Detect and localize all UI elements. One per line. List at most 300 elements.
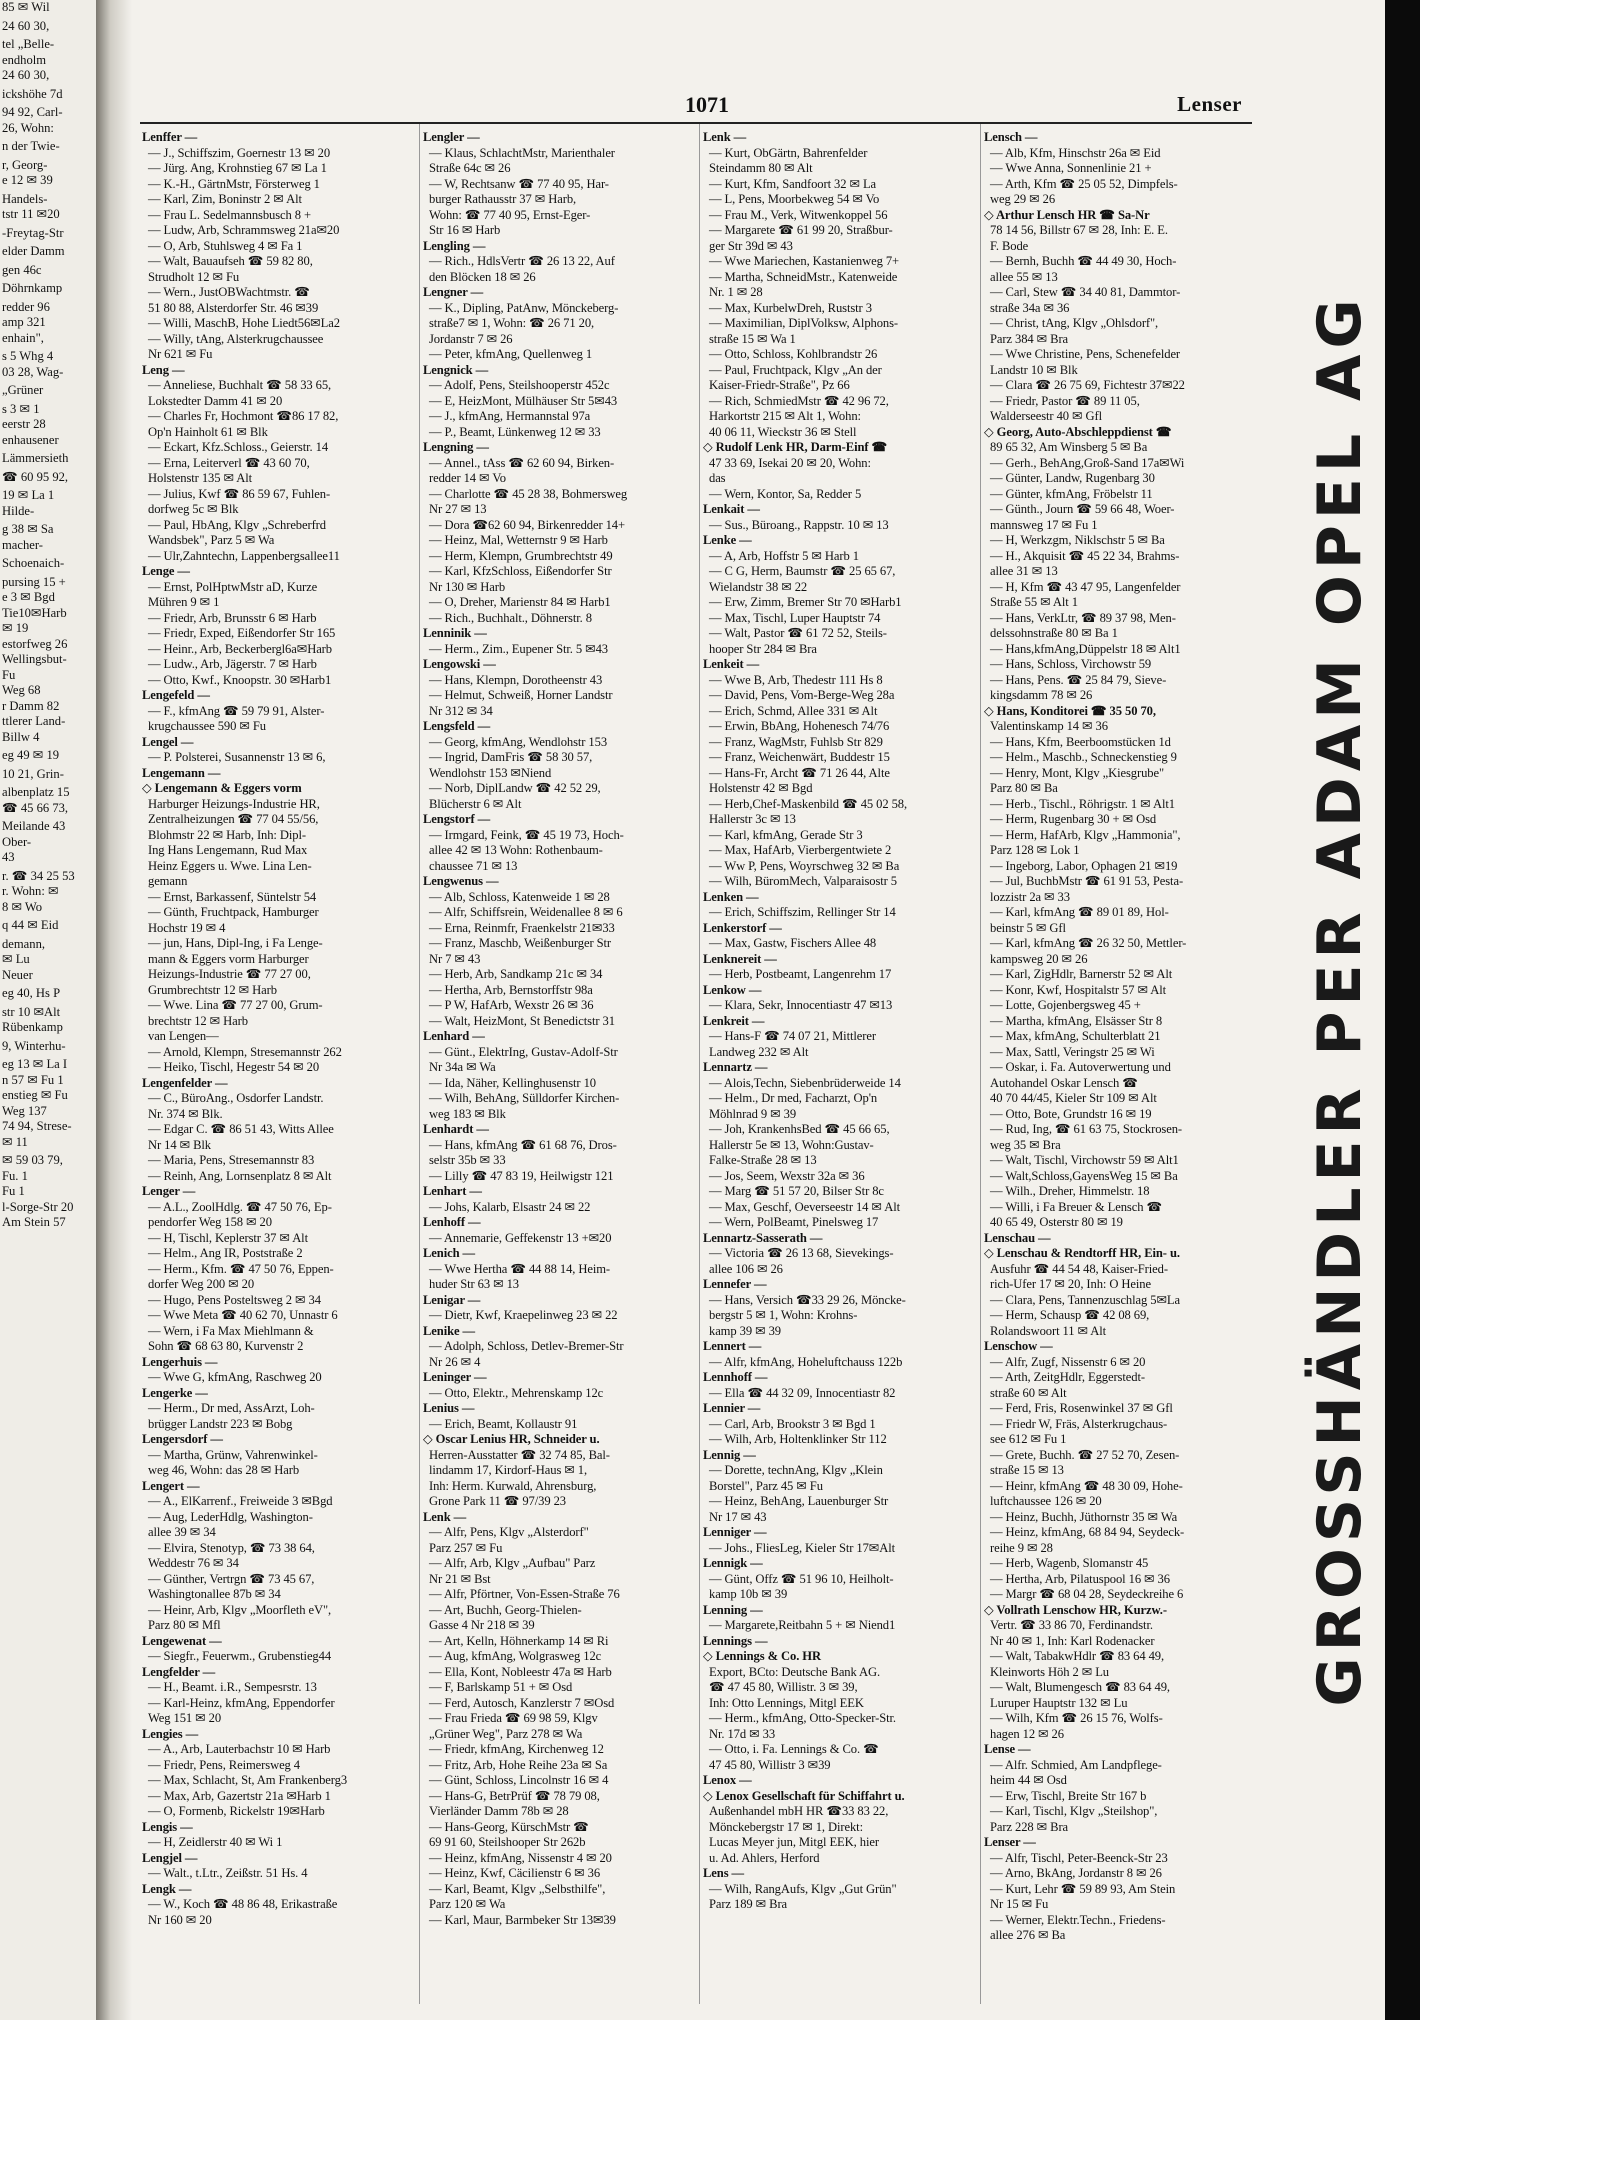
directory-line: Kleinworts Höh 2 ✉ Lu bbox=[990, 1664, 1109, 1679]
directory-line: — Herb, Arb, Sandkamp 21c ✉ 34 bbox=[429, 967, 603, 981]
directory-line: krugchaussee 590 ✉ Fu bbox=[148, 719, 266, 733]
directory-line: beinstr 5 ✉ Gfl bbox=[990, 920, 1066, 935]
directory-line: — Adolph, Schloss, Detlev-Bremer-Str bbox=[429, 1339, 624, 1353]
directory-line: — Wwe Meta ☎ 40 62 70, Unnastr 6 bbox=[148, 1308, 338, 1322]
directory-line: Lenhoff — bbox=[423, 1215, 481, 1229]
directory-line: — Willy, tAng, Alsterkrugchaussee bbox=[148, 331, 324, 346]
directory-line: — Ingeborg, Labor, Ophagen 21 ✉19 bbox=[990, 858, 1178, 873]
facing-page-fragment: pursing 15 + bbox=[2, 574, 66, 589]
directory-line: — Alois,Techn, Siebenbrüderweide 14 bbox=[709, 1075, 901, 1090]
directory-line: — Irmgard, Feink, ☎ 45 19 73, Hoch- bbox=[429, 827, 624, 842]
directory-line: Wandsbek", Parz 5 ✉ Wa bbox=[148, 533, 275, 547]
facing-page-fragment: g 38 ✉ Sa bbox=[2, 522, 54, 536]
directory-line: — Rich., HdlsVertr ☎ 26 13 22, Auf bbox=[429, 254, 615, 268]
directory-column-3 bbox=[703, 130, 971, 2010]
directory-line: den Blöcken 18 ✉ 26 bbox=[429, 269, 536, 284]
facing-page-fragment: l-Sorge-Str 20 bbox=[2, 1199, 74, 1214]
directory-line: chaussee 71 ✉ 13 bbox=[429, 858, 518, 873]
directory-line: 89 65 32, Am Winsberg 5 ✉ Ba bbox=[990, 440, 1148, 454]
directory-line: Op'n Hainholt 61 ✉ Blk bbox=[148, 424, 268, 439]
directory-line: Lengnick — bbox=[423, 362, 489, 377]
directory-line: Lengjel — bbox=[142, 1850, 198, 1865]
directory-line: ◇ Oscar Lenius HR, Schneider u. bbox=[423, 1432, 600, 1446]
directory-line: — Max, kfmAng, Schulterblatt 21 bbox=[990, 1029, 1161, 1043]
directory-line: Nr 26 ✉ 4 bbox=[429, 1354, 481, 1369]
directory-line: Lenffer — bbox=[142, 130, 198, 144]
directory-line: Lengemann — bbox=[142, 765, 221, 780]
directory-line: Borstel", Parz 45 ✉ Fu bbox=[709, 1478, 823, 1493]
directory-line: hagen 12 ✉ 26 bbox=[990, 1726, 1064, 1741]
directory-line: Nr. 374 ✉ Blk. bbox=[148, 1106, 223, 1121]
facing-page-fragment: n der Twie- bbox=[2, 139, 60, 153]
directory-line: Vierländer Damm 78b ✉ 28 bbox=[429, 1804, 569, 1818]
directory-line: — Christ, tAng, Klgv „Ohlsdorf", bbox=[990, 316, 1159, 330]
directory-line: Parz 384 ✉ Bra bbox=[990, 331, 1069, 346]
directory-line: Lennartz-Sasserath — bbox=[703, 1230, 823, 1245]
directory-line: — Konr, Kwf, Hospitalstr 57 ✉ Alt bbox=[990, 982, 1167, 997]
directory-line: — Hans-Fr, Archt ☎ 71 26 44, Alte bbox=[709, 765, 890, 780]
directory-line: — Klaus, SchlachtMstr, Marienthaler bbox=[429, 145, 615, 160]
directory-line: Zentralheizungen ☎ 77 04 55/56, bbox=[148, 812, 319, 826]
directory-line: — Rich., Buchhalt., Döhnerstr. 8 bbox=[429, 610, 592, 625]
column-divider bbox=[419, 124, 420, 2004]
directory-line: — Marg ☎ 51 57 20, Bilser Str 8c bbox=[709, 1184, 884, 1198]
directory-line: ◇ Lennings & Co. HR bbox=[703, 1649, 821, 1663]
directory-line: — Heinz, Buchh, Jüthornstr 35 ✉ Wa bbox=[990, 1509, 1178, 1524]
directory-line: — H., Beamt. i.R., Sempesrstr. 13 bbox=[148, 1680, 317, 1694]
directory-line: — C G, Herm, Baumstr ☎ 25 65 67, bbox=[709, 564, 896, 578]
directory-line: — Willi, MaschB, Hohe Liedt56✉La2 bbox=[148, 316, 340, 330]
directory-line: — Charles Fr, Hochmont ☎86 17 82, bbox=[148, 409, 339, 423]
directory-line: ger Str 39d ✉ 43 bbox=[709, 238, 793, 253]
directory-line: — H, Werkzgm, Niklschstr 5 ✉ Ba bbox=[990, 533, 1165, 547]
facing-page-fragment: 85 ✉ Wil bbox=[2, 0, 50, 14]
directory-line: Autohandel Oskar Lensch ☎ bbox=[990, 1075, 1138, 1090]
directory-line: — Alfr, kfmAng, Hoheluftchauss 122b bbox=[709, 1354, 903, 1369]
directory-line: kamp 10b ✉ 39 bbox=[709, 1587, 788, 1601]
directory-line: Lengerke — bbox=[142, 1385, 208, 1400]
directory-line: — Arth, ZeitgHdlr, Eggerstedt- bbox=[990, 1370, 1145, 1384]
directory-line: — Helm., Maschb., Schneckenstieg 9 bbox=[990, 750, 1177, 764]
directory-line: — Walt, Pastor ☎ 61 72 52, Steils- bbox=[709, 626, 887, 640]
directory-line: Möhlnrad 9 ✉ 39 bbox=[709, 1106, 797, 1121]
facing-page-fragment: Billw 4 bbox=[2, 729, 40, 744]
facing-page-fragment: Wellingsbut- bbox=[2, 652, 67, 666]
facing-page-fragment: 43 bbox=[2, 850, 15, 864]
directory-line: straße7 ✉ 1, Wohn: ☎ 26 71 20, bbox=[429, 316, 595, 330]
facing-page-fragment: ickshöhe 7d bbox=[2, 86, 63, 101]
directory-line: — Heinz, Kwf, Cäcilienstr 6 ✉ 36 bbox=[429, 1866, 601, 1880]
directory-line: — J., Schiffszim, Goernestr 13 ✉ 20 bbox=[148, 145, 331, 160]
column-divider bbox=[980, 124, 981, 2004]
directory-line: allee 39 ✉ 34 bbox=[148, 1525, 216, 1539]
facing-page-fragment: macher- bbox=[2, 537, 43, 552]
directory-line: — Max, HafArb, Vierbergentwiete 2 bbox=[709, 843, 892, 857]
directory-line: Herren-Ausstatter ☎ 32 74 85, Bal- bbox=[429, 1447, 610, 1462]
facing-page-fragment: endholm bbox=[2, 52, 47, 67]
directory-line: ◇ Rudolf Lenk HR, Darm-Einf ☎ bbox=[703, 440, 888, 454]
directory-line: Lenger — bbox=[142, 1184, 196, 1198]
directory-column-4 bbox=[984, 130, 1252, 2010]
facing-page-fragment: Lämmersieth bbox=[2, 451, 69, 465]
directory-line: — Annel., tAss ☎ 62 60 94, Birken- bbox=[429, 455, 615, 470]
directory-line: Lense — bbox=[984, 1742, 1031, 1756]
directory-line: — Walt, Bauaufseh ☎ 59 82 80, bbox=[148, 254, 313, 268]
directory-line: Lenge — bbox=[142, 564, 190, 578]
directory-line: — Hans-Georg, KürschMstr ☎ bbox=[429, 1819, 589, 1834]
directory-line: straße 34a ✉ 36 bbox=[990, 300, 1070, 315]
directory-line: Lenhardt — bbox=[423, 1122, 489, 1136]
directory-line: — Peter, kfmAng, Quellenweg 1 bbox=[429, 347, 593, 361]
directory-line: — Ernst, Barkassenf, Süntelstr 54 bbox=[148, 889, 317, 904]
facing-page-fragment: estorfweg 26 bbox=[2, 636, 68, 651]
directory-line: — Kurt, Kfm, Sandfoort 32 ✉ La bbox=[709, 176, 877, 191]
directory-line: — Franz, WagMstr, Fuhlsb Str 829 bbox=[709, 734, 883, 749]
directory-line: — Jos, Seem, Wexstr 32a ✉ 36 bbox=[709, 1168, 865, 1183]
directory-line: — Karl, Tischl, Klgv „Steilshop", bbox=[990, 1804, 1158, 1818]
directory-line: Heinz Eggers u. Wwe. Lina Len- bbox=[148, 858, 312, 873]
facing-page-fragment: Fu 1 bbox=[2, 1184, 25, 1198]
directory-line: — Karl, KfzSchloss, Eißendorfer Str bbox=[429, 564, 612, 578]
directory-line: — Margarete,Reitbahn 5 + ✉ Niend1 bbox=[709, 1618, 896, 1632]
directory-line: Lennert — bbox=[703, 1339, 762, 1353]
directory-line: — Herm., Zim., Eupener Str. 5 ✉43 bbox=[429, 641, 608, 656]
directory-line: Lenkeit — bbox=[703, 657, 760, 671]
directory-line: — Helm., Dr med, Facharzt, Op'n bbox=[709, 1091, 878, 1105]
directory-line: — Wern, PolBeamt, Pinelsweg 17 bbox=[709, 1215, 879, 1229]
directory-line: — Karl, kfmAng ☎ 26 32 50, Mettler- bbox=[990, 936, 1187, 950]
directory-line: van Lengen— bbox=[148, 1029, 219, 1043]
directory-line: — Hugo, Pens Posteltsweg 2 ✉ 34 bbox=[148, 1292, 321, 1307]
directory-line: — O, Arb, Stuhlsweg 4 ✉ Fa 1 bbox=[148, 238, 303, 253]
directory-line: Weg 151 ✉ 20 bbox=[148, 1711, 222, 1725]
directory-line: rich-Ufer 17 ✉ 20, Inh: O Heine bbox=[990, 1277, 1151, 1291]
directory-line: — Adolf, Pens, Steilshooperstr 452c bbox=[429, 378, 610, 392]
directory-line: Lenkow — bbox=[703, 982, 762, 997]
directory-line: ◇ Arthur Lensch HR ☎ Sa-Nr bbox=[984, 207, 1150, 222]
directory-line: — Wwe Anna, Sonnenlinie 21 + bbox=[990, 161, 1152, 175]
directory-line: Lenkait — bbox=[703, 502, 760, 516]
facing-page-fragment: eerstr 28 bbox=[2, 417, 46, 431]
directory-line: — Friedr, Arb, Brunsstr 6 ✉ Harb bbox=[148, 610, 317, 625]
directory-line: 40 06 11, Wieckstr 36 ✉ Stell bbox=[709, 424, 857, 439]
directory-line: 78 14 56, Billstr 67 ✉ 28, Inh: E. E. bbox=[990, 223, 1168, 237]
directory-line: — W, Rechtsanw ☎ 77 40 95, Har- bbox=[429, 176, 609, 191]
directory-line: — Jul, BuchbMstr ☎ 61 91 53, Pesta- bbox=[990, 874, 1184, 888]
directory-line: kingsdamm 78 ✉ 26 bbox=[990, 688, 1093, 702]
directory-line: 40 65 49, Osterstr 80 ✉ 19 bbox=[990, 1215, 1123, 1229]
directory-line: — Max, Tischl, Luper Hauptstr 74 bbox=[709, 610, 881, 625]
directory-line: ◇ Georg, Auto-Abschleppdienst ☎ bbox=[984, 424, 1172, 439]
facing-page-fragment: eg 40, Hs P bbox=[2, 986, 61, 1000]
directory-line: Falke-Straße 28 ✉ 13 bbox=[709, 1153, 817, 1167]
directory-line: weg 183 ✉ Blk bbox=[429, 1106, 506, 1121]
directory-line: — Margr ☎ 68 04 28, Seydeckreihe 6 bbox=[990, 1587, 1184, 1601]
directory-line: — Gerh., BehAng,Groß-Sand 17a✉Wi bbox=[990, 455, 1185, 470]
directory-line: — Günter, kfmAng, Fröbelstr 11 bbox=[990, 486, 1153, 501]
scan-margin bbox=[1420, 0, 1600, 2020]
directory-line: Lenser — bbox=[984, 1835, 1036, 1849]
directory-line: — Max, Schlacht, St, Am Frankenberg3 bbox=[148, 1773, 348, 1787]
directory-line: Valentinskamp 14 ✉ 36 bbox=[990, 719, 1108, 733]
directory-line: Nr 34a ✉ Wa bbox=[429, 1060, 496, 1074]
facing-page-fragment: 26, Wohn: bbox=[2, 120, 54, 135]
directory-line: — Victoria ☎ 26 13 68, Sievekings- bbox=[709, 1246, 894, 1260]
directory-line: — Wilh, RangAufs, Klgv „Gut Grün" bbox=[709, 1881, 897, 1896]
facing-page-fragment: q 44 ✉ Eid bbox=[2, 918, 59, 932]
directory-line: — Friedr, kfmAng, Kirchenweg 12 bbox=[429, 1742, 604, 1756]
directory-line: straße 60 ✉ Alt bbox=[990, 1385, 1067, 1400]
directory-line: Lensch — bbox=[984, 130, 1038, 144]
directory-line: — Herm., Kfm. ☎ 47 50 76, Eppen- bbox=[148, 1261, 334, 1276]
directory-line: — Max, Gastw, Fischers Allee 48 bbox=[709, 936, 877, 950]
directory-line: — Aug, LederHdlg, Washington- bbox=[148, 1509, 313, 1524]
directory-line: — Alb, Schloss, Katenweide 1 ✉ 28 bbox=[429, 889, 610, 904]
directory-line: Ausfuhr ☎ 44 54 48, Kaiser-Fried- bbox=[990, 1261, 1168, 1276]
directory-line: Parz 228 ✉ Bra bbox=[990, 1819, 1069, 1834]
directory-line: Lengfelder — bbox=[142, 1664, 216, 1679]
directory-line: allee 42 ✉ 13 Wohn: Rothenbaum- bbox=[429, 843, 603, 857]
directory-line: — Paul, HbAng, Klgv „Schreberfrd bbox=[148, 517, 326, 532]
directory-line: Lengefeld — bbox=[142, 688, 210, 702]
facing-page-fragment: 19 ✉ La 1 bbox=[2, 488, 55, 502]
directory-line: — E, HeizMont, Mülhäuser Str 5✉43 bbox=[429, 393, 618, 408]
directory-line: Lenk — bbox=[423, 1509, 467, 1524]
directory-line: Lennefer — bbox=[703, 1277, 767, 1291]
directory-line: Lokstedter Damm 41 ✉ 20 bbox=[148, 393, 283, 408]
directory-line: Lenning — bbox=[703, 1602, 763, 1617]
facing-page-fragment: str 10 ✉Alt bbox=[2, 1004, 61, 1019]
directory-line: straße 15 ✉ 13 bbox=[990, 1463, 1064, 1477]
directory-line: Hochstr 19 ✉ 4 bbox=[148, 920, 226, 935]
directory-line: — Heinr, Arb, Klgv „Moorfleth eV", bbox=[148, 1602, 332, 1617]
directory-line: — Arth, Kfm ☎ 25 05 52, Dimpfels- bbox=[990, 176, 1178, 191]
directory-line: — A.L., ZoolHdlg. ☎ 47 50 76, Ep- bbox=[148, 1199, 332, 1214]
directory-line: — Kurt, Lehr ☎ 59 89 93, Am Stein bbox=[990, 1881, 1176, 1896]
directory-line: Grumbrechtstr 12 ✉ Harb bbox=[148, 982, 277, 997]
directory-line: u. Ad. Ahlers, Herford bbox=[709, 1850, 820, 1865]
directory-line: — Herm., Dr med, AssArzt, Loh- bbox=[148, 1401, 315, 1415]
directory-line: — Hans-G, BetrPrüf ☎ 78 79 08, bbox=[429, 1788, 600, 1803]
directory-line: — Helm., Ang IR, Poststraße 2 bbox=[148, 1246, 303, 1260]
directory-line: — Clara, Pens, Tannenzuschlag 5✉La bbox=[990, 1292, 1180, 1307]
directory-line: — Hans, Schloss, Virchowstr 59 bbox=[990, 657, 1152, 671]
directory-line: — Art, Kelln, Höhnerkamp 14 ✉ Ri bbox=[429, 1633, 609, 1648]
directory-line: brechtstr 12 ✉ Harb bbox=[148, 1013, 248, 1028]
facing-page-fragment: s 5 Whg 4 bbox=[2, 349, 54, 363]
directory-line: — Wilh, BüromMech, Valparaisostr 5 bbox=[709, 874, 898, 888]
directory-line: — P W, HafArb, Wexstr 26 ✉ 36 bbox=[429, 998, 594, 1012]
directory-line: — Arnold, Klempn, Stresemannstr 262 bbox=[148, 1044, 342, 1059]
directory-line: Lengsfeld — bbox=[423, 719, 491, 733]
directory-line: — Wern, i Fa Max Miehlmann & bbox=[148, 1323, 314, 1338]
facing-page-fragment: amp 321 bbox=[2, 315, 46, 329]
facing-page-fragment: e 12 ✉ 39 bbox=[2, 173, 53, 187]
directory-line: ☎ 47 45 80, Willistr. 3 ✉ 39, bbox=[709, 1680, 858, 1694]
facing-page-fragment: albenplatz 15 bbox=[2, 785, 70, 799]
directory-line: — Heiko, Tischl, Hegestr 54 ✉ 20 bbox=[148, 1060, 320, 1074]
directory-line: Lenhard — bbox=[423, 1029, 485, 1043]
directory-line: — Herb, Postbeamt, Langenrehm 17 bbox=[709, 967, 892, 981]
directory-line: Kaiser-Friedr-Straße", Pz 66 bbox=[709, 378, 850, 392]
directory-line: — Otto, Elektr., Mehrenskamp 12c bbox=[429, 1385, 604, 1400]
directory-line: ◇ Lenox Gesellschaft für Schiffahrt u. bbox=[703, 1788, 905, 1803]
facing-page-fragment: ✉ 59 03 79, bbox=[2, 1153, 63, 1167]
directory-line: — Heinz, kfmAng, Nissenstr 4 ✉ 20 bbox=[429, 1850, 612, 1865]
directory-line: lozzistr 2a ✉ 33 bbox=[990, 889, 1070, 904]
directory-line: — Maria, Pens, Stresemannstr 83 bbox=[148, 1153, 315, 1167]
facing-page-fragment: e 3 ✉ Bgd bbox=[2, 590, 55, 604]
directory-line: Nr 312 ✉ 34 bbox=[429, 703, 493, 718]
directory-line: — Wwe G, kfmAng, Raschweg 20 bbox=[148, 1370, 322, 1384]
directory-line: — Edgar C. ☎ 86 51 43, Witts Allee bbox=[148, 1122, 334, 1136]
directory-line: — Eckart, Kfz.Schloss., Geierstr. 14 bbox=[148, 440, 329, 454]
directory-line: — F., kfmAng ☎ 59 79 91, Alster- bbox=[148, 703, 325, 718]
directory-line: — Herm, Rugenbarg 30 + ✉ Osd bbox=[990, 812, 1157, 826]
directory-line: Parz 120 ✉ Wa bbox=[429, 1897, 506, 1911]
facing-page-fragment: tel „Belle- bbox=[2, 37, 55, 51]
directory-line: — Günth., Journ ☎ 59 66 48, Woer- bbox=[990, 502, 1175, 516]
directory-column-2 bbox=[423, 130, 691, 2010]
directory-line: — Franz, Maschb, Weißenburger Str bbox=[429, 936, 611, 950]
directory-line: Weddestr 76 ✉ 34 bbox=[148, 1556, 239, 1570]
directory-line: — Hertha, Arb, Bernstorffstr 98a bbox=[429, 982, 593, 997]
directory-line: Straße 55 ✉ Alt 1 bbox=[990, 595, 1078, 609]
directory-line: — Alfr, Pens, Klgv „Alsterdorf" bbox=[429, 1525, 589, 1539]
directory-line: — Wwe. Lina ☎ 77 27 00, Grum- bbox=[148, 998, 323, 1012]
directory-line: Außenhandel mbH HR ☎33 83 22, bbox=[709, 1804, 889, 1818]
directory-line: — Wwe Christine, Pens, Schenefelder bbox=[990, 347, 1181, 361]
directory-line: delssohnstraße 80 ✉ Ba 1 bbox=[990, 626, 1118, 640]
facing-page-strip bbox=[0, 0, 96, 2020]
directory-line: — David, Pens, Vom-Berge-Weg 28a bbox=[709, 688, 895, 702]
directory-line: gemann bbox=[148, 874, 188, 888]
directory-line: — P., Beamt, Lünkenweg 12 ✉ 33 bbox=[429, 424, 601, 439]
advertisement-text: GROSSHÄNDLER PER ADAM OPEL AG bbox=[1305, 293, 1375, 1707]
directory-line: Export, BCto: Deutsche Bank AG. bbox=[709, 1664, 881, 1679]
directory-line: — H, Tischl, Keplerstr 37 ✉ Alt bbox=[148, 1230, 308, 1245]
directory-line: — Alfr. Schmied, Am Landpflege- bbox=[990, 1757, 1162, 1772]
directory-line: Nr 15 ✉ Fu bbox=[990, 1897, 1049, 1911]
directory-line: — Max, Sattl, Veringstr 25 ✉ Wi bbox=[990, 1044, 1155, 1059]
directory-line: — Ida, Näher, Kellinghusenstr 10 bbox=[429, 1075, 596, 1090]
directory-line: — Oskar, i. Fa. Autoverwertung und bbox=[990, 1060, 1171, 1074]
facing-page-fragment: elder Damm bbox=[2, 244, 65, 258]
directory-line: — Erw, Tischl, Breite Str 167 b bbox=[990, 1788, 1147, 1803]
directory-line: — Alfr, Pförtner, Von-Essen-Straße 76 bbox=[429, 1587, 620, 1601]
directory-line: — Otto, Kwf., Knoopstr. 30 ✉Harb1 bbox=[148, 672, 332, 687]
directory-line: Lenken — bbox=[703, 889, 759, 904]
directory-line: Wielandstr 38 ✉ 22 bbox=[709, 579, 808, 594]
directory-line: — Walt., t.Ltr., Zeißstr. 51 Hs. 4 bbox=[148, 1866, 308, 1880]
directory-line: Lengis — bbox=[142, 1819, 193, 1834]
directory-line: — W., Koch ☎ 48 86 48, Erikastraße bbox=[148, 1897, 338, 1911]
directory-line: — Herb., Tischl., Röhrigstr. 1 ✉ Alt1 bbox=[990, 796, 1175, 811]
facing-page-fragment: eg 49 ✉ 19 bbox=[2, 748, 60, 762]
directory-line: — Karl, Zim, Boninstr 2 ✉ Alt bbox=[148, 192, 302, 206]
directory-line: — Ludw, Arb, Schrammsweg 21a✉20 bbox=[148, 223, 340, 237]
directory-line: — Otto, Schloss, Kohlbrandstr 26 bbox=[709, 347, 878, 361]
directory-line: Harkortstr 215 ✉ Alt 1, Wohn: bbox=[709, 409, 861, 423]
directory-line: Inh: Otto Lennings, Mitgl EEK bbox=[709, 1695, 864, 1710]
directory-line: — Erwin, BbAng, Hohenesch 74/76 bbox=[709, 719, 890, 733]
directory-line: — Ferd, Fris, Rosenwinkel 37 ✉ Gfl bbox=[990, 1401, 1173, 1415]
directory-line: Lengewenat — bbox=[142, 1633, 222, 1648]
directory-line: — Arno, BkAng, Jordanstr 8 ✉ 26 bbox=[990, 1866, 1162, 1880]
facing-page-fragment: tstr 11 ✉20 bbox=[2, 207, 60, 221]
directory-line: — Alfr, Tischl, Peter-Beenck-Str 23 bbox=[990, 1850, 1168, 1865]
directory-line: 51 80 88, Alsterdorfer Str. 46 ✉39 bbox=[148, 300, 319, 315]
directory-line: — Grete, Buchh. ☎ 27 52 70, Zesen- bbox=[990, 1447, 1180, 1462]
facing-page-fragment: 24 60 30, bbox=[2, 68, 50, 82]
facing-page-fragment: ✉ Lu bbox=[2, 952, 30, 966]
directory-line: Lengk — bbox=[142, 1881, 192, 1896]
directory-line: — Ingrid, DamFris ☎ 58 30 57, bbox=[429, 750, 593, 764]
directory-line: Lenke — bbox=[703, 533, 752, 547]
directory-line: Nr 40 ✉ 1, Inh: Karl Rodenacker bbox=[990, 1633, 1155, 1648]
directory-line: — Günt, Offz ☎ 51 96 10, Heilholt- bbox=[709, 1571, 894, 1586]
directory-line: Blücherstr 6 ✉ Alt bbox=[429, 796, 522, 811]
directory-line: Lengstorf — bbox=[423, 812, 491, 826]
directory-line: heim 44 ✉ Osd bbox=[990, 1773, 1067, 1787]
directory-line: Mühren 9 ✉ 1 bbox=[148, 595, 220, 609]
directory-line: — Joh, KrankenhsBed ☎ 45 66 65, bbox=[709, 1122, 890, 1136]
directory-line: — O, Formenb, Rickelstr 19✉Harb bbox=[148, 1804, 325, 1818]
directory-line: — Alb, Kfm, Hinschstr 26a ✉ Eid bbox=[990, 145, 1161, 160]
directory-line: — Heinr., Arb, Beckerbergl6a✉Harb bbox=[148, 641, 332, 656]
directory-line: — L, Pens, Moorbekweg 54 ✉ Vo bbox=[709, 192, 880, 206]
directory-line: — Dorette, technAng, Klgv „Klein bbox=[709, 1463, 883, 1477]
facing-page-fragment: demann, bbox=[2, 936, 46, 951]
directory-line: dorfweg 5c ✉ Blk bbox=[148, 502, 239, 516]
directory-line: kamp 39 ✉ 39 bbox=[709, 1323, 781, 1338]
directory-line: — Günt, Schloss, Lincolnstr 16 ✉ 4 bbox=[429, 1773, 609, 1787]
column-divider bbox=[699, 124, 700, 2004]
directory-line: — Dietr, Kwf, Kraepelinweg 23 ✉ 22 bbox=[429, 1308, 618, 1322]
directory-line: — Karl-Heinz, kfmAng, Eppendorfer bbox=[148, 1695, 335, 1710]
directory-line: — Helmut, Schweiß, Horner Landstr bbox=[429, 688, 613, 702]
directory-line: — Karl, ZigHdlr, Barnerstr 52 ✉ Alt bbox=[990, 967, 1173, 981]
directory-line: Heizungs-Industrie ☎ 77 27 00, bbox=[148, 967, 311, 981]
facing-page-fragment: Fu bbox=[2, 667, 16, 682]
directory-line: luftchaussee 126 ✉ 20 bbox=[990, 1494, 1102, 1508]
directory-line: — Walt, TabakwHdlr ☎ 83 64 49, bbox=[990, 1649, 1165, 1663]
directory-line: — Walt, Blumengesch ☎ 83 64 49, bbox=[990, 1680, 1170, 1694]
facing-page-fragment: n 57 ✉ Fu 1 bbox=[2, 1072, 64, 1087]
directory-line: — O, Dreher, Marienstr 84 ✉ Harb1 bbox=[429, 595, 611, 609]
directory-line: Lenschau — bbox=[984, 1230, 1051, 1245]
facing-page-fragment: eg 13 ✉ La I bbox=[2, 1057, 68, 1071]
directory-line: Lenschow — bbox=[984, 1339, 1053, 1353]
directory-line: — P. Polsterei, Susannenstr 13 ✉ 6, bbox=[148, 750, 326, 764]
facing-page-fragment: 24 60 30, bbox=[2, 18, 50, 33]
directory-line: — Ulr,Zahntechn, Lappenbergsallee11 bbox=[148, 548, 340, 563]
directory-line: Wohn: ☎ 77 40 95, Ernst-Eger- bbox=[429, 207, 591, 222]
directory-line: — Paul, Fruchtpack, Klgv „An der bbox=[709, 362, 882, 377]
facing-page-fragment: Meilande 43 bbox=[2, 819, 66, 833]
directory-line: — A., ElKarrenf., Freiweide 3 ✉Bgd bbox=[148, 1494, 333, 1508]
facing-page-fragment: enhain", bbox=[2, 330, 44, 345]
directory-line: pendorfer Weg 158 ✉ 20 bbox=[148, 1215, 272, 1229]
directory-line: mannsweg 17 ✉ Fu 1 bbox=[990, 517, 1098, 532]
directory-line: Lengersdorf — bbox=[142, 1432, 223, 1446]
directory-line: Nr 7 ✉ 43 bbox=[429, 951, 481, 966]
directory-line: Lengling — bbox=[423, 238, 486, 253]
facing-page-fragment: ☎ 60 95 92, bbox=[2, 469, 69, 484]
facing-page-fragment: 10 21, Grin- bbox=[2, 766, 64, 781]
directory-line: Lenkreit — bbox=[703, 1013, 765, 1028]
directory-line: Nr 17 ✉ 43 bbox=[709, 1509, 767, 1524]
